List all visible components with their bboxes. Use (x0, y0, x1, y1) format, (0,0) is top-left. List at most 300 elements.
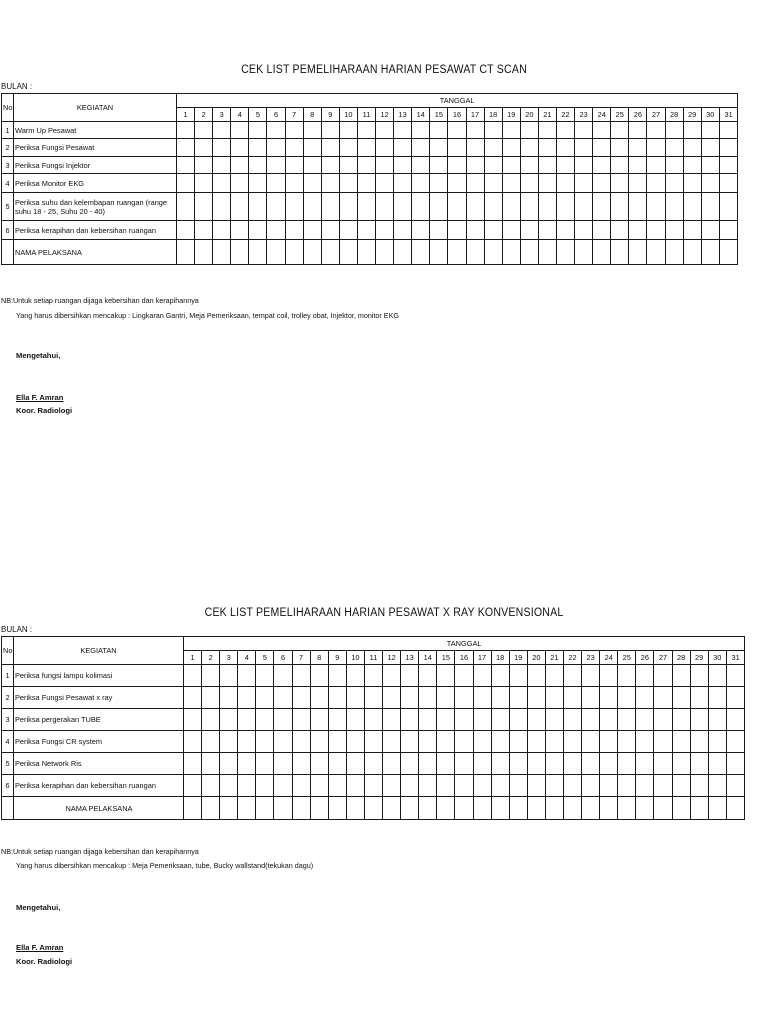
check-cell-day-31[interactable] (719, 139, 738, 157)
check-cell-day-31[interactable] (719, 221, 738, 240)
check-cell-day-13[interactable] (394, 157, 412, 174)
check-cell-day-15[interactable] (430, 193, 448, 221)
check-cell-day-19[interactable] (509, 687, 527, 709)
check-cell-day-5[interactable] (256, 753, 274, 775)
check-cell-day-7[interactable] (292, 731, 310, 753)
check-cell-day-12[interactable] (376, 193, 394, 221)
check-cell-day-1[interactable] (184, 665, 202, 687)
check-cell-day-14[interactable] (412, 240, 430, 265)
check-cell-day-17[interactable] (466, 174, 484, 193)
check-cell-day-10[interactable] (346, 665, 364, 687)
check-cell-day-10[interactable] (346, 797, 364, 820)
check-cell-day-29[interactable] (690, 775, 708, 797)
check-cell-day-6[interactable] (274, 797, 292, 820)
check-cell-day-15[interactable] (430, 139, 448, 157)
check-cell-day-7[interactable] (285, 240, 303, 265)
check-cell-day-7[interactable] (292, 665, 310, 687)
check-cell-day-6[interactable] (267, 174, 285, 193)
check-cell-day-21[interactable] (545, 797, 563, 820)
check-cell-day-11[interactable] (364, 775, 382, 797)
check-cell-day-4[interactable] (238, 775, 256, 797)
check-cell-day-16[interactable] (448, 240, 466, 265)
check-cell-day-9[interactable] (328, 775, 346, 797)
check-cell-day-17[interactable] (473, 753, 491, 775)
check-cell-day-13[interactable] (394, 174, 412, 193)
check-cell-day-17[interactable] (466, 157, 484, 174)
check-cell-day-27[interactable] (654, 709, 672, 731)
check-cell-day-10[interactable] (346, 775, 364, 797)
check-cell-day-1[interactable] (184, 775, 202, 797)
check-cell-day-19[interactable] (502, 221, 520, 240)
check-cell-day-8[interactable] (310, 797, 328, 820)
check-cell-day-25[interactable] (611, 240, 629, 265)
check-cell-day-18[interactable] (491, 731, 509, 753)
check-cell-day-26[interactable] (636, 797, 654, 820)
check-cell-day-25[interactable] (611, 221, 629, 240)
check-cell-day-22[interactable] (556, 221, 574, 240)
check-cell-day-3[interactable] (213, 193, 231, 221)
check-cell-day-17[interactable] (473, 709, 491, 731)
check-cell-day-22[interactable] (556, 139, 574, 157)
check-cell-day-11[interactable] (364, 731, 382, 753)
check-cell-day-6[interactable] (267, 221, 285, 240)
check-cell-day-21[interactable] (538, 240, 556, 265)
check-cell-day-7[interactable] (285, 139, 303, 157)
check-cell-day-23[interactable] (582, 731, 600, 753)
check-cell-day-2[interactable] (195, 174, 213, 193)
check-cell-day-25[interactable] (611, 174, 629, 193)
check-cell-day-20[interactable] (520, 221, 538, 240)
check-cell-day-10[interactable] (346, 709, 364, 731)
check-cell-day-12[interactable] (376, 139, 394, 157)
check-cell-day-7[interactable] (285, 122, 303, 139)
check-cell-day-25[interactable] (611, 157, 629, 174)
check-cell-day-7[interactable] (292, 709, 310, 731)
check-cell-day-19[interactable] (509, 797, 527, 820)
check-cell-day-18[interactable] (484, 174, 502, 193)
check-cell-day-12[interactable] (376, 240, 394, 265)
check-cell-day-26[interactable] (629, 139, 647, 157)
check-cell-day-7[interactable] (285, 174, 303, 193)
check-cell-day-11[interactable] (364, 753, 382, 775)
check-cell-day-29[interactable] (690, 753, 708, 775)
check-cell-day-30[interactable] (701, 157, 719, 174)
check-cell-day-8[interactable] (303, 174, 321, 193)
check-cell-day-15[interactable] (437, 731, 455, 753)
check-cell-day-19[interactable] (509, 775, 527, 797)
check-cell-day-24[interactable] (593, 139, 611, 157)
check-cell-day-14[interactable] (412, 157, 430, 174)
check-cell-day-18[interactable] (491, 687, 509, 709)
check-cell-day-26[interactable] (629, 193, 647, 221)
check-cell-day-12[interactable] (383, 731, 401, 753)
check-cell-day-22[interactable] (563, 709, 581, 731)
check-cell-day-17[interactable] (473, 687, 491, 709)
check-cell-day-5[interactable] (256, 665, 274, 687)
check-cell-day-11[interactable] (364, 709, 382, 731)
check-cell-day-12[interactable] (383, 775, 401, 797)
check-cell-day-31[interactable] (726, 775, 745, 797)
check-cell-day-28[interactable] (665, 139, 683, 157)
check-cell-day-25[interactable] (618, 797, 636, 820)
check-cell-day-26[interactable] (629, 221, 647, 240)
check-cell-day-7[interactable] (285, 193, 303, 221)
check-cell-day-13[interactable] (394, 193, 412, 221)
check-cell-day-14[interactable] (412, 221, 430, 240)
check-cell-day-2[interactable] (202, 775, 220, 797)
check-cell-day-29[interactable] (683, 174, 701, 193)
check-cell-day-3[interactable] (213, 221, 231, 240)
check-cell-day-22[interactable] (556, 174, 574, 193)
check-cell-day-3[interactable] (220, 665, 238, 687)
check-cell-day-7[interactable] (292, 797, 310, 820)
check-cell-day-12[interactable] (383, 665, 401, 687)
check-cell-day-15[interactable] (437, 797, 455, 820)
check-cell-day-21[interactable] (545, 775, 563, 797)
check-cell-day-30[interactable] (701, 221, 719, 240)
check-cell-day-6[interactable] (274, 731, 292, 753)
check-cell-day-21[interactable] (545, 709, 563, 731)
check-cell-day-3[interactable] (213, 139, 231, 157)
check-cell-day-2[interactable] (195, 221, 213, 240)
check-cell-day-13[interactable] (401, 731, 419, 753)
check-cell-day-29[interactable] (690, 731, 708, 753)
check-cell-day-21[interactable] (538, 122, 556, 139)
check-cell-day-18[interactable] (491, 665, 509, 687)
check-cell-day-10[interactable] (346, 753, 364, 775)
check-cell-day-5[interactable] (249, 221, 267, 240)
check-cell-day-25[interactable] (618, 687, 636, 709)
check-cell-day-1[interactable] (177, 193, 195, 221)
check-cell-day-22[interactable] (563, 687, 581, 709)
check-cell-day-29[interactable] (690, 665, 708, 687)
check-cell-day-3[interactable] (220, 731, 238, 753)
check-cell-day-30[interactable] (708, 731, 726, 753)
check-cell-day-1[interactable] (177, 221, 195, 240)
check-cell-day-29[interactable] (683, 139, 701, 157)
check-cell-day-26[interactable] (636, 731, 654, 753)
check-cell-day-29[interactable] (683, 157, 701, 174)
check-cell-day-5[interactable] (249, 122, 267, 139)
check-cell-day-31[interactable] (726, 665, 745, 687)
check-cell-day-10[interactable] (339, 174, 357, 193)
check-cell-day-19[interactable] (502, 139, 520, 157)
check-cell-day-9[interactable] (321, 193, 339, 221)
check-cell-day-28[interactable] (672, 731, 690, 753)
check-cell-day-27[interactable] (647, 174, 665, 193)
check-cell-day-18[interactable] (484, 221, 502, 240)
check-cell-day-23[interactable] (575, 193, 593, 221)
check-cell-day-6[interactable] (267, 240, 285, 265)
check-cell-day-15[interactable] (430, 240, 448, 265)
check-cell-day-27[interactable] (647, 193, 665, 221)
check-cell-day-16[interactable] (448, 193, 466, 221)
check-cell-day-8[interactable] (303, 122, 321, 139)
check-cell-day-5[interactable] (256, 709, 274, 731)
check-cell-day-5[interactable] (249, 139, 267, 157)
check-cell-day-8[interactable] (303, 221, 321, 240)
check-cell-day-24[interactable] (600, 665, 618, 687)
check-cell-day-8[interactable] (310, 665, 328, 687)
check-cell-day-2[interactable] (202, 687, 220, 709)
check-cell-day-11[interactable] (364, 797, 382, 820)
check-cell-day-25[interactable] (611, 193, 629, 221)
check-cell-day-21[interactable] (545, 665, 563, 687)
check-cell-day-17[interactable] (473, 775, 491, 797)
check-cell-day-17[interactable] (466, 240, 484, 265)
check-cell-day-23[interactable] (582, 775, 600, 797)
check-cell-day-25[interactable] (618, 775, 636, 797)
check-cell-day-22[interactable] (563, 753, 581, 775)
check-cell-day-14[interactable] (419, 753, 437, 775)
check-cell-day-11[interactable] (357, 122, 375, 139)
check-cell-day-5[interactable] (249, 193, 267, 221)
check-cell-day-9[interactable] (321, 139, 339, 157)
check-cell-day-6[interactable] (274, 687, 292, 709)
check-cell-day-30[interactable] (708, 775, 726, 797)
check-cell-day-31[interactable] (719, 193, 738, 221)
check-cell-day-31[interactable] (726, 731, 745, 753)
check-cell-day-21[interactable] (545, 687, 563, 709)
check-cell-day-22[interactable] (556, 193, 574, 221)
check-cell-day-13[interactable] (394, 122, 412, 139)
check-cell-day-25[interactable] (618, 753, 636, 775)
check-cell-day-16[interactable] (455, 731, 473, 753)
check-cell-day-10[interactable] (339, 240, 357, 265)
check-cell-day-24[interactable] (600, 775, 618, 797)
check-cell-day-29[interactable] (683, 240, 701, 265)
check-cell-day-22[interactable] (556, 122, 574, 139)
check-cell-day-13[interactable] (401, 753, 419, 775)
check-cell-day-2[interactable] (202, 797, 220, 820)
check-cell-day-9[interactable] (321, 157, 339, 174)
check-cell-day-3[interactable] (213, 157, 231, 174)
check-cell-day-19[interactable] (502, 240, 520, 265)
check-cell-day-9[interactable] (328, 687, 346, 709)
check-cell-day-6[interactable] (267, 193, 285, 221)
check-cell-day-12[interactable] (376, 157, 394, 174)
check-cell-day-24[interactable] (600, 687, 618, 709)
check-cell-day-27[interactable] (647, 221, 665, 240)
check-cell-day-3[interactable] (220, 753, 238, 775)
check-cell-day-7[interactable] (285, 157, 303, 174)
check-cell-day-23[interactable] (582, 709, 600, 731)
check-cell-day-16[interactable] (455, 687, 473, 709)
check-cell-day-11[interactable] (364, 665, 382, 687)
check-cell-day-27[interactable] (647, 240, 665, 265)
check-cell-day-23[interactable] (582, 753, 600, 775)
check-cell-day-18[interactable] (491, 709, 509, 731)
check-cell-day-24[interactable] (600, 797, 618, 820)
check-cell-day-5[interactable] (249, 240, 267, 265)
check-cell-day-10[interactable] (339, 157, 357, 174)
check-cell-day-30[interactable] (701, 240, 719, 265)
check-cell-day-9[interactable] (321, 122, 339, 139)
check-cell-day-18[interactable] (484, 122, 502, 139)
check-cell-day-16[interactable] (455, 775, 473, 797)
check-cell-day-19[interactable] (509, 709, 527, 731)
check-cell-day-15[interactable] (430, 122, 448, 139)
check-cell-day-22[interactable] (563, 731, 581, 753)
check-cell-day-6[interactable] (274, 665, 292, 687)
check-cell-day-7[interactable] (285, 221, 303, 240)
check-cell-day-22[interactable] (563, 665, 581, 687)
check-cell-day-6[interactable] (274, 775, 292, 797)
check-cell-day-21[interactable] (538, 193, 556, 221)
check-cell-day-20[interactable] (527, 709, 545, 731)
check-cell-day-16[interactable] (455, 665, 473, 687)
check-cell-day-9[interactable] (328, 753, 346, 775)
check-cell-day-31[interactable] (726, 753, 745, 775)
check-cell-day-28[interactable] (665, 240, 683, 265)
check-cell-day-14[interactable] (412, 174, 430, 193)
check-cell-day-23[interactable] (575, 139, 593, 157)
check-cell-day-31[interactable] (726, 687, 745, 709)
check-cell-day-1[interactable] (184, 687, 202, 709)
check-cell-day-30[interactable] (708, 753, 726, 775)
check-cell-day-29[interactable] (690, 797, 708, 820)
check-cell-day-8[interactable] (303, 139, 321, 157)
check-cell-day-4[interactable] (231, 174, 249, 193)
check-cell-day-28[interactable] (665, 221, 683, 240)
check-cell-day-20[interactable] (527, 665, 545, 687)
check-cell-day-4[interactable] (238, 687, 256, 709)
check-cell-day-29[interactable] (690, 687, 708, 709)
check-cell-day-23[interactable] (575, 174, 593, 193)
check-cell-day-15[interactable] (437, 709, 455, 731)
check-cell-day-12[interactable] (383, 797, 401, 820)
check-cell-day-4[interactable] (231, 157, 249, 174)
check-cell-day-20[interactable] (520, 157, 538, 174)
check-cell-day-5[interactable] (256, 731, 274, 753)
check-cell-day-15[interactable] (437, 665, 455, 687)
check-cell-day-24[interactable] (600, 709, 618, 731)
check-cell-day-29[interactable] (683, 193, 701, 221)
check-cell-day-11[interactable] (357, 157, 375, 174)
check-cell-day-8[interactable] (310, 687, 328, 709)
check-cell-day-30[interactable] (701, 139, 719, 157)
check-cell-day-30[interactable] (708, 797, 726, 820)
check-cell-day-22[interactable] (556, 157, 574, 174)
check-cell-day-15[interactable] (437, 753, 455, 775)
check-cell-day-3[interactable] (213, 240, 231, 265)
check-cell-day-6[interactable] (267, 139, 285, 157)
check-cell-day-1[interactable] (177, 174, 195, 193)
check-cell-day-13[interactable] (394, 221, 412, 240)
check-cell-day-9[interactable] (321, 240, 339, 265)
check-cell-day-2[interactable] (202, 731, 220, 753)
check-cell-day-4[interactable] (231, 240, 249, 265)
check-cell-day-24[interactable] (593, 240, 611, 265)
check-cell-day-6[interactable] (274, 753, 292, 775)
check-cell-day-16[interactable] (455, 709, 473, 731)
check-cell-day-24[interactable] (593, 157, 611, 174)
check-cell-day-10[interactable] (339, 221, 357, 240)
check-cell-day-31[interactable] (726, 797, 745, 820)
check-cell-day-19[interactable] (509, 731, 527, 753)
check-cell-day-16[interactable] (448, 139, 466, 157)
check-cell-day-29[interactable] (690, 709, 708, 731)
check-cell-day-26[interactable] (629, 157, 647, 174)
check-cell-day-14[interactable] (419, 731, 437, 753)
check-cell-day-28[interactable] (672, 753, 690, 775)
check-cell-day-24[interactable] (600, 731, 618, 753)
check-cell-day-27[interactable] (654, 665, 672, 687)
check-cell-day-20[interactable] (527, 797, 545, 820)
check-cell-day-13[interactable] (401, 709, 419, 731)
check-cell-day-16[interactable] (448, 221, 466, 240)
check-cell-day-18[interactable] (484, 139, 502, 157)
check-cell-day-20[interactable] (520, 193, 538, 221)
check-cell-day-18[interactable] (491, 753, 509, 775)
check-cell-day-22[interactable] (563, 775, 581, 797)
check-cell-day-8[interactable] (310, 753, 328, 775)
check-cell-day-29[interactable] (683, 221, 701, 240)
check-cell-day-27[interactable] (647, 157, 665, 174)
check-cell-day-5[interactable] (256, 687, 274, 709)
check-cell-day-24[interactable] (593, 174, 611, 193)
check-cell-day-14[interactable] (412, 139, 430, 157)
check-cell-day-23[interactable] (582, 665, 600, 687)
check-cell-day-30[interactable] (701, 174, 719, 193)
check-cell-day-15[interactable] (437, 687, 455, 709)
check-cell-day-3[interactable] (220, 775, 238, 797)
check-cell-day-15[interactable] (430, 157, 448, 174)
check-cell-day-7[interactable] (292, 775, 310, 797)
check-cell-day-19[interactable] (509, 665, 527, 687)
check-cell-day-24[interactable] (593, 122, 611, 139)
check-cell-day-28[interactable] (672, 687, 690, 709)
check-cell-day-1[interactable] (184, 797, 202, 820)
check-cell-day-12[interactable] (376, 221, 394, 240)
check-cell-day-5[interactable] (249, 174, 267, 193)
check-cell-day-3[interactable] (220, 687, 238, 709)
check-cell-day-16[interactable] (455, 753, 473, 775)
check-cell-day-26[interactable] (636, 709, 654, 731)
check-cell-day-15[interactable] (430, 221, 448, 240)
check-cell-day-26[interactable] (636, 665, 654, 687)
check-cell-day-15[interactable] (430, 174, 448, 193)
check-cell-day-24[interactable] (593, 193, 611, 221)
check-cell-day-6[interactable] (267, 157, 285, 174)
check-cell-day-20[interactable] (520, 139, 538, 157)
check-cell-day-2[interactable] (202, 753, 220, 775)
check-cell-day-11[interactable] (357, 139, 375, 157)
check-cell-day-4[interactable] (238, 731, 256, 753)
check-cell-day-30[interactable] (708, 709, 726, 731)
check-cell-day-18[interactable] (491, 797, 509, 820)
check-cell-day-1[interactable] (177, 157, 195, 174)
check-cell-day-14[interactable] (419, 797, 437, 820)
check-cell-day-25[interactable] (618, 665, 636, 687)
check-cell-day-13[interactable] (401, 775, 419, 797)
check-cell-day-1[interactable] (184, 753, 202, 775)
check-cell-day-8[interactable] (303, 157, 321, 174)
check-cell-day-12[interactable] (383, 709, 401, 731)
check-cell-day-4[interactable] (231, 221, 249, 240)
check-cell-day-4[interactable] (238, 797, 256, 820)
check-cell-day-9[interactable] (328, 797, 346, 820)
check-cell-day-28[interactable] (672, 709, 690, 731)
check-cell-day-27[interactable] (654, 775, 672, 797)
check-cell-day-14[interactable] (412, 122, 430, 139)
check-cell-day-22[interactable] (563, 797, 581, 820)
check-cell-day-12[interactable] (383, 753, 401, 775)
check-cell-day-3[interactable] (213, 174, 231, 193)
check-cell-day-8[interactable] (310, 731, 328, 753)
check-cell-day-23[interactable] (575, 221, 593, 240)
check-cell-day-1[interactable] (177, 139, 195, 157)
